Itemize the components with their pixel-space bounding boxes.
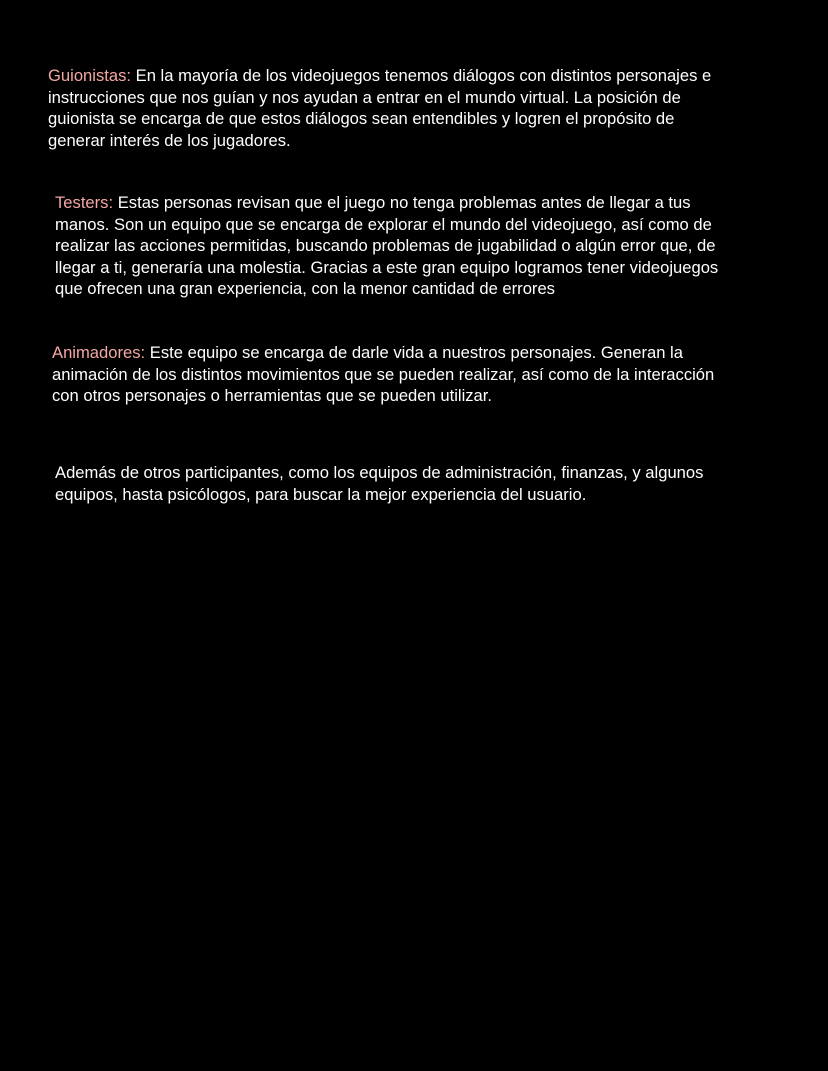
guionistas-heading: Guionistas: bbox=[48, 66, 132, 85]
paragraph-line: realizar las acciones permitidas, buscando problemas de jugabilidad o algún error que, de bbox=[55, 236, 716, 255]
guionistas-paragraph bbox=[48, 65, 808, 151]
paragraph-line: manos. Son un equipo que se encarga de explorar el mundo del videojuego, así como de bbox=[55, 214, 712, 234]
paragraph-line: animación de los distintos movimientos que se pueden realizar, así como de la interacción bbox=[52, 364, 715, 384]
paragraph-line: Estas personas revisan que el juego no tenga problemas antes de llegar a tus bbox=[117, 193, 691, 212]
paragraph-line: guionista se encarga de que estos diálogos sean entendibles y logren el propósito de bbox=[48, 109, 675, 128]
paragraph-line: llegar a ti, generaría una molestia. Gracias a este gran equipo logramos tener videojuegos bbox=[55, 257, 719, 277]
paragraph-line: instrucciones que nos guían y nos ayudan a entrar en el mundo virtual. La posición de bbox=[48, 87, 681, 107]
paragraph-line: Además de otros participantes, como los equipos de administración, finanzas, y algunos bbox=[55, 463, 704, 482]
animadores-paragraph bbox=[52, 342, 802, 407]
paragraph-line: con otros personajes o herramientas que se pueden utilizar. bbox=[52, 386, 493, 405]
testers-heading: Testers: bbox=[55, 193, 114, 212]
animadores-heading: Animadores: bbox=[52, 343, 146, 362]
closing-paragraph bbox=[55, 462, 805, 505]
paragraph-line: que ofrecen una gran experiencia, con la menor cantidad de errores bbox=[55, 279, 555, 298]
paragraph-line: En la mayoría de los videojuegos tenemos diálogos con distintos personajes e bbox=[135, 66, 712, 85]
paragraph-line: generar interés de los jugadores. bbox=[48, 130, 291, 150]
paragraph-line: equipos, hasta psicólogos, para buscar la mejor experiencia del usuario. bbox=[55, 484, 587, 504]
testers-paragraph bbox=[55, 192, 805, 300]
paragraph-line: Este equipo se encarga de darle vida a nuestros personajes. Generan la bbox=[149, 343, 683, 362]
